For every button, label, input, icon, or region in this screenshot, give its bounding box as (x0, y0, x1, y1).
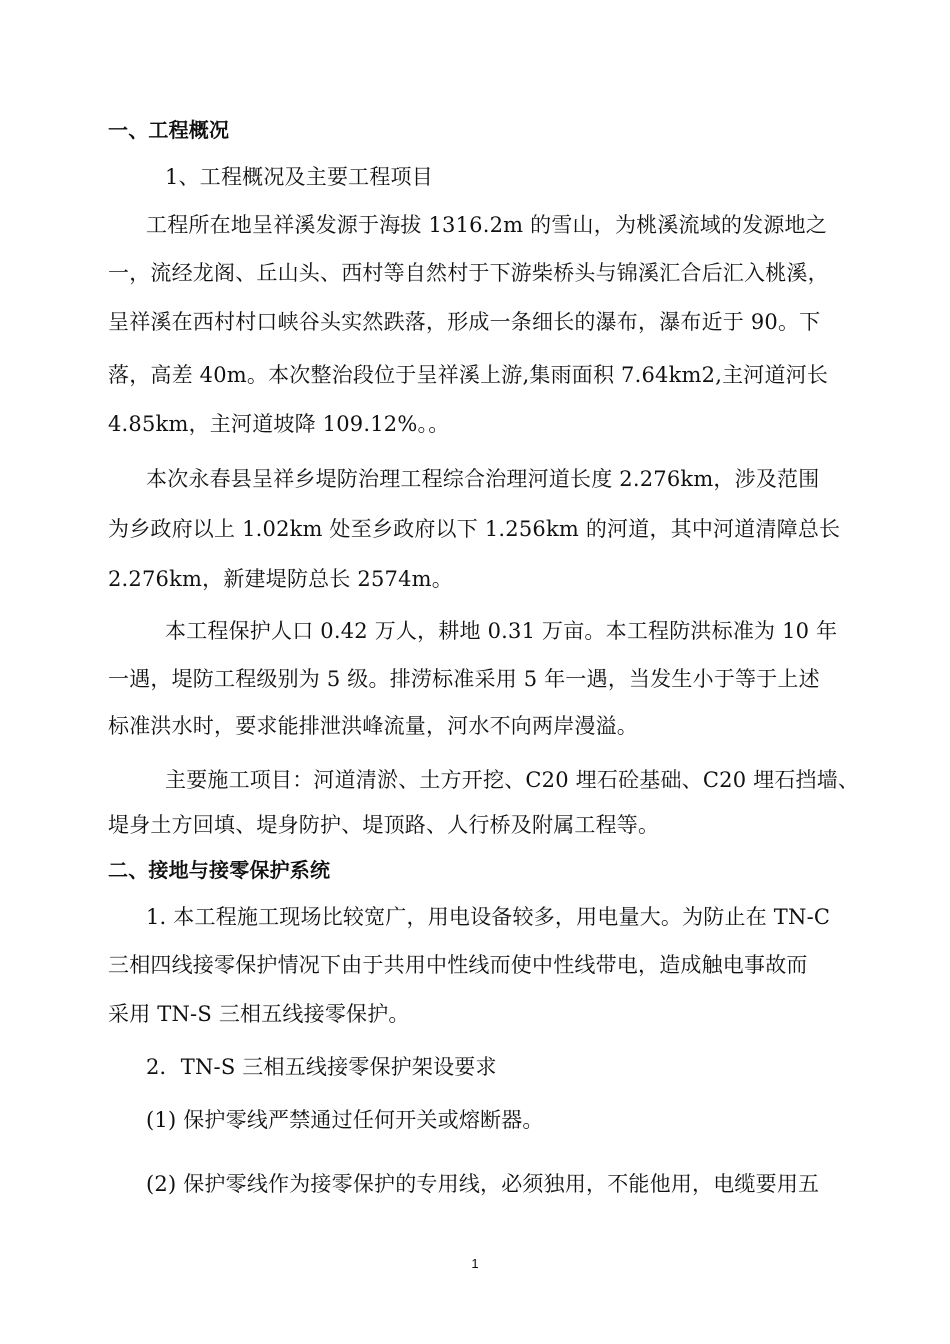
paragraph-line: 标准洪水时，要求能排泄洪峰流量，河水不向两岸漫溢。 (108, 714, 638, 738)
section-heading-grounding: 二、接地与接零保护系统 (108, 858, 331, 882)
paragraph-line: 1. 本工程施工现场比较宽广，用电设备较多，用电量大。为防止在 TN-C (146, 905, 831, 929)
paragraph-line: 为乡政府以上 1.02km 处至乡政府以下 1.256km 的河道，其中河道清障总长 (108, 517, 841, 541)
paragraph-line: 2.276km，新建堤防总长 2574m。 (108, 567, 453, 591)
section-heading-overview: 一、工程概况 (108, 118, 230, 142)
paragraph-line: 一，流经龙阁、丘山头、西村等自然村于下游柴桥头与锦溪汇合后汇入桃溪， (108, 261, 829, 285)
paragraph-line: 2．TN-S 三相五线接零保护架设要求 (146, 1055, 497, 1079)
paragraph-line: 一遇，堤防工程级别为 5 级。排涝标准采用 5 年一遇，当发生小于等于上述 (108, 667, 820, 691)
subheading-overview-items: 1、工程概况及主要工程项目 (165, 165, 433, 189)
paragraph-line: 落，高差 40m。本次整治段位于呈祥溪上游,集雨面积 7.64km2,主河道河长 (108, 363, 829, 387)
paragraph-line: 主要施工项目：河道清淤、土方开挖、C20 埋石砼基础、C20 埋石挡墙、 (165, 768, 860, 792)
list-item: (1) 保护零线严禁通过任何开关或熔断器。 (146, 1108, 544, 1132)
paragraph-line: 工程所在地呈祥溪发源于海拔 1316.2m 的雪山，为桃溪流域的发源地之 (146, 213, 827, 237)
paragraph-line: 本次永春县呈祥乡堤防治理工程综合治理河道长度 2.276km，涉及范围 (146, 467, 820, 491)
paragraph-line: 4.85km，主河道坡降 109.12%。。 (108, 412, 450, 436)
page-number: 1 (471, 1256, 479, 1271)
paragraph-line: 呈祥溪在西村村口峡谷头实然跌落，形成一条细长的瀑布，瀑布近于 90。下 (108, 310, 821, 334)
paragraph-line: 三相四线接零保护情况下由于共用中性线而使中性线带电，造成触电事故而 (108, 953, 808, 977)
paragraph-line: 堤身土方回填、堤身防护、堤顶路、人行桥及附属工程等。 (108, 813, 660, 837)
paragraph-line: 采用 TN-S 三相五线接零保护。 (108, 1002, 410, 1026)
paragraph-line: 本工程保护人口 0.42 万人，耕地 0.31 万亩。本工程防洪标准为 10 年 (165, 619, 838, 643)
list-item: (2) 保护零线作为接零保护的专用线，必须独用，不能他用，电缆要用五 (146, 1172, 820, 1196)
